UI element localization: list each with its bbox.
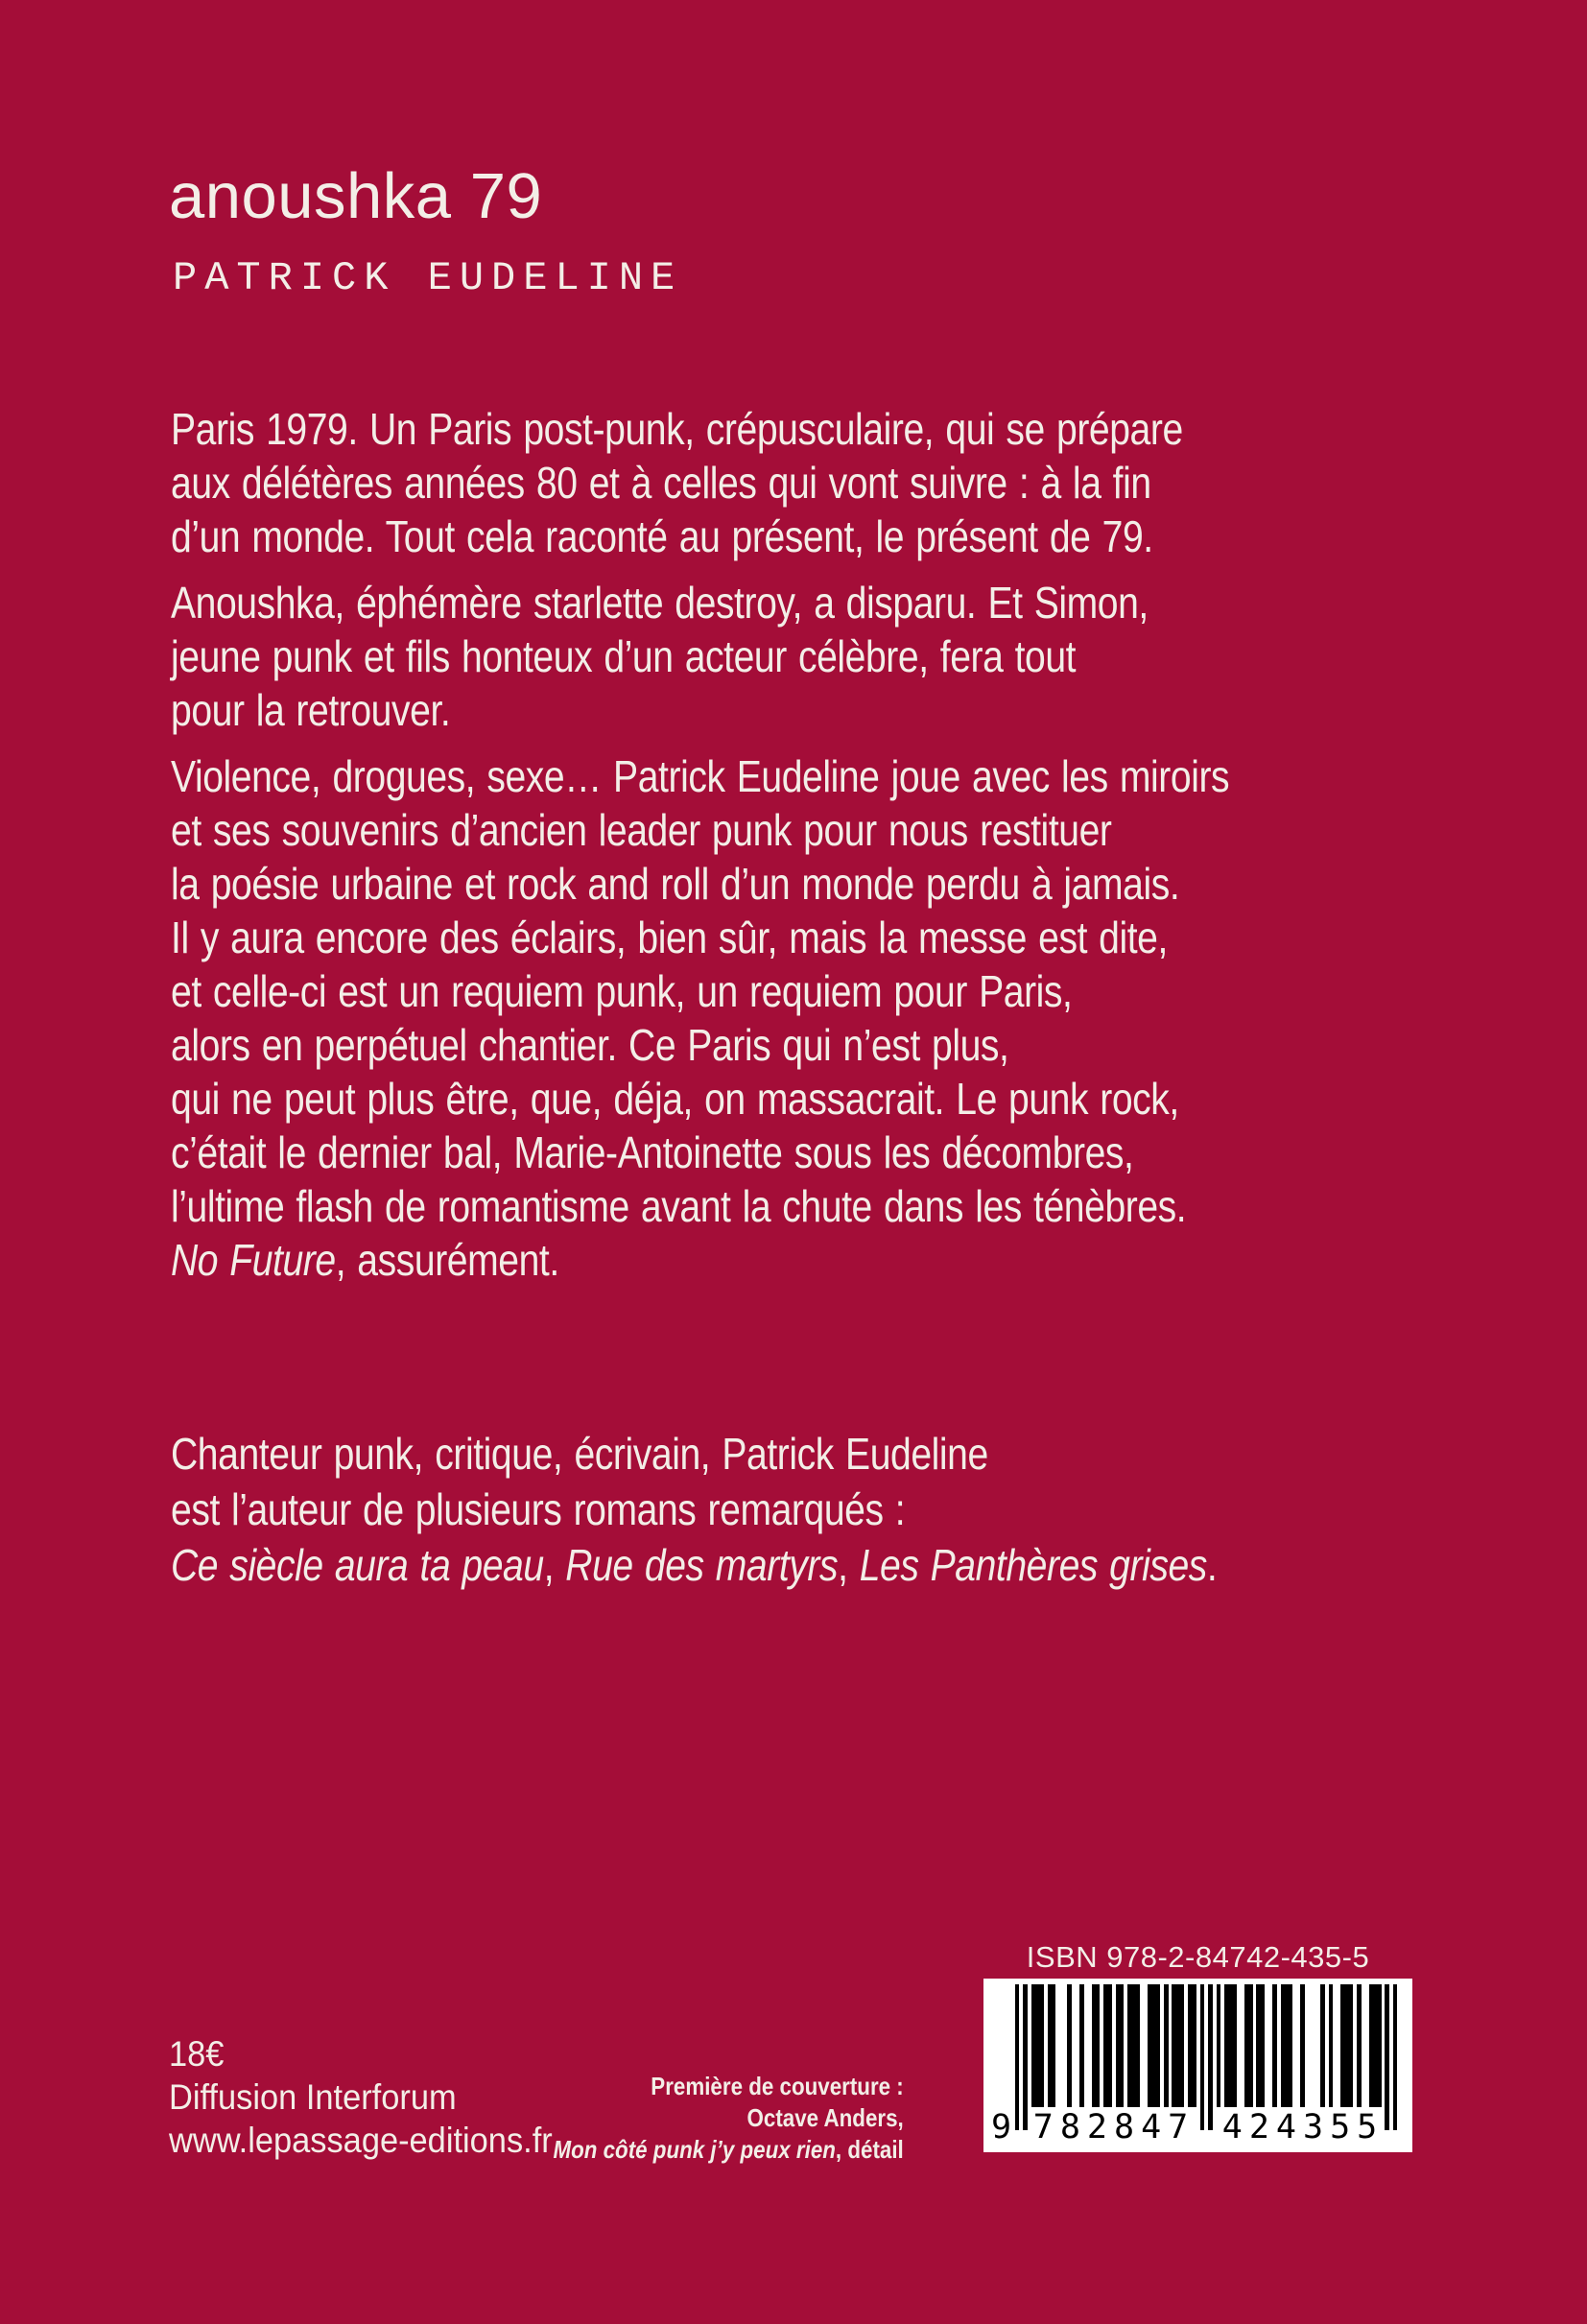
barcode-bar [1079, 1984, 1083, 2107]
distribution: Diffusion Interforum [169, 2077, 457, 2117]
barcode-digits [983, 2108, 1412, 2148]
barcode-digit-group-2: 424355 [1221, 2108, 1385, 2146]
barcode-bar [1217, 1984, 1220, 2107]
blurb-paragraph [171, 576, 1229, 737]
text-line: Anoushka, éphémère starlette destroy, a disparu. Et Simon, [171, 578, 1149, 628]
text-line: d’un monde. Tout cela raconté au présent, le présent de 79. [171, 511, 1153, 561]
barcode-bar [1188, 1984, 1196, 2107]
text-line: Il y aura encore des éclairs, bien sûr, mais la messe est dite, [171, 913, 1168, 962]
barcode-bar [1340, 1984, 1353, 2107]
text-line: et celle-ci est un requiem punk, un requiem pour Paris, [171, 966, 1073, 1016]
author-bio [171, 1426, 1217, 1593]
text-line: jeune punk et fils honteux d’un acteur célèbre, fera tout [171, 631, 1077, 681]
blurb-paragraph [171, 749, 1229, 1287]
text-line: Mon côté punk j’y peux rien, détail [553, 2135, 904, 2164]
barcode-bar [1164, 1984, 1168, 2107]
text-line: Paris 1979. Un Paris post-punk, crépusculaire, qui se prépare [171, 404, 1183, 454]
text-line: qui ne peut plus être, que, déja, on massacrait. Le punk rock, [171, 1074, 1179, 1124]
publisher-url: www.lepassage-editions.fr [169, 2121, 553, 2160]
text-line: pour la retrouver. [171, 685, 451, 735]
text-line: c’était le dernier bal, Marie-Antoinette sous les décombres, [171, 1127, 1134, 1177]
text-line: aux délétères années 80 et à celles qui vont suivre : à la fin [171, 458, 1151, 508]
price: 18€ [169, 2034, 225, 2074]
barcode-bar [1067, 1984, 1071, 2107]
text-line: la poésie urbaine et rock and roll d’un monde perdu à jamais. [171, 859, 1180, 909]
barcode-bar [1224, 1984, 1237, 2107]
barcode-bar [1300, 1984, 1304, 2107]
barcode-bar [1127, 1984, 1140, 2107]
barcode-bar [1116, 1984, 1125, 2107]
book-author: PATRICK EUDELINE [173, 255, 683, 301]
barcode-bar [1031, 1984, 1044, 2107]
barcode-bar [1244, 1984, 1253, 2107]
text-line: Ce siècle aura ta peau, Rue des martyrs, Les Panthères grises. [171, 1540, 1218, 1590]
barcode-bar [1272, 1984, 1276, 2107]
text-line: Première de couverture : [651, 2072, 904, 2100]
blurb [171, 402, 1229, 1287]
text-line: Violence, drogues, sexe… Patrick Eudeline joue avec les miroirs [171, 751, 1230, 801]
barcode-bar [1172, 1984, 1184, 2107]
barcode-bar [1329, 1984, 1333, 2107]
barcode-bar [1092, 1984, 1101, 2107]
text-line: et ses souvenirs d’ancien leader punk pour nous restituer [171, 805, 1112, 855]
barcode-digit-group-1: 782847 [1032, 2108, 1196, 2146]
barcode-bar [1320, 1984, 1324, 2107]
isbn-number: ISBN 978-2-84742-435-5 [1026, 1940, 1370, 1974]
text-line: Octave Anders, [746, 2103, 904, 2132]
barcode-bar [1357, 1984, 1361, 2107]
cover-credit [554, 2071, 904, 2166]
barcode-bar [1048, 1984, 1056, 2107]
barcode-bar [1256, 1984, 1265, 2107]
book-title: anoushka 79 [169, 160, 543, 232]
barcode-bar [1103, 1984, 1112, 2107]
barcode-digit-lead: 9 [991, 2108, 1012, 2146]
barcode-bar [1369, 1984, 1382, 2107]
blurb-paragraph [171, 402, 1229, 563]
text-line: alors en perpétuel chantier. Ce Paris qui n’est plus, [171, 1020, 1009, 1070]
barcode-bar [1281, 1984, 1293, 2107]
barcode-bar [1148, 1984, 1160, 2107]
text-line: Chanteur punk, critique, écrivain, Patrick Eudeline [171, 1429, 988, 1479]
barcode [983, 1979, 1412, 2152]
text-line: est l’auteur de plusieurs romans remarqués : [171, 1484, 906, 1534]
text-line: No Future, assurément. [171, 1235, 559, 1285]
footer-left-block [169, 2032, 553, 2162]
text-line: l’ultime flash de romantisme avant la chute dans les ténèbres. [171, 1181, 1187, 1231]
